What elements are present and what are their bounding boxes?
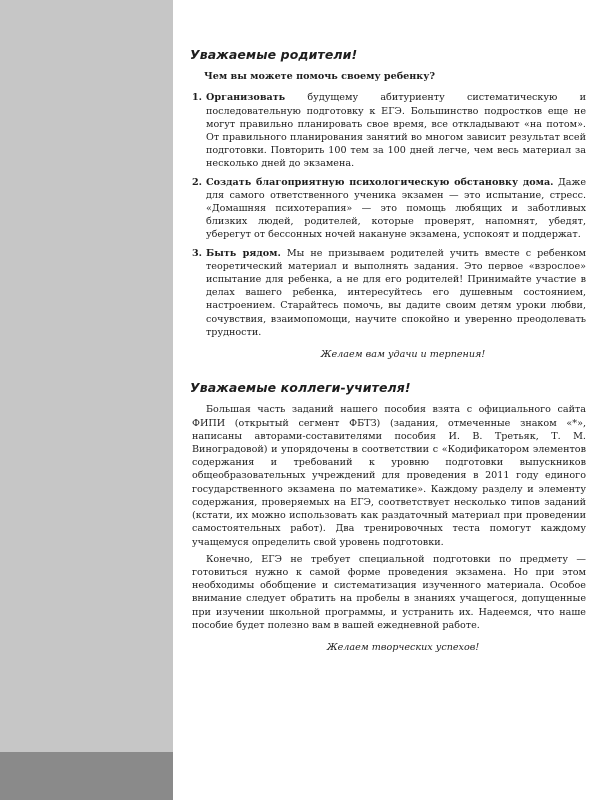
page-content [192, 48, 586, 674]
colleagues-paragraph-1: Большая часть заданий нашего пособия взята с официального сайта ФИПИ (открытый сегмент ФБТЗ) (задания, отмеченные знаком «*», написаны авторами-составителями пособия И. В. Третьяк, Т. М. Виноградовой) и упорядочены в соответствии с «Кодификатором элементов содержания и требований к уровню подготовки выпускников общеобразовательных учреждений для проведения в 2011 году единого государственного экзамена по математике». Каждому разделу и элементу содержания, проверяемых на ЕГЭ, соответствует несколько типов заданий (кстати, их можно использовать как раздаточный материал при проведении самостоятельных работ). Два тренировочных теста помогут каждому учащемуся определить свой уровень подготовки. [192, 404, 586, 548]
advice-number: 3. [192, 247, 203, 259]
parents-heading: Уважаемые родители! [190, 47, 358, 62]
advice-lead: Организовать [206, 92, 286, 104]
advice-text: Даже для самого ответственного ученика экзамен — это испытание, стресс. «Домашняя психотерапия» — это помощь любящих и заботливых близких людей, родителей, которые проверят, напомнят, убедят, уберегут от бессонных ночей накануне экзамена, успокоят и поддержат. [206, 176, 586, 241]
colleagues-heading: Уважаемые коллеги-учителя! [190, 380, 411, 396]
advice-item-3 [192, 247, 586, 339]
advice-lead: Создать благоприятную психологическую обстановку дома. [206, 176, 554, 188]
advice-number: 1. [192, 92, 203, 104]
advice-number: 2. [192, 176, 203, 188]
parents-section [192, 48, 586, 361]
colleagues-paragraph-2: Конечно, ЕГЭ не требует специальной подготовки по предмету — готовиться нужно к самой форме проведения экзамена. Но при этом необходимы обобщение и систематизация изученного материала. Особое внимание следует обратить на пробелы в знаниях учащегося, допущенные при изучении школьной программы, и устранить их. Надеемся, что наше пособие будет полезно вам в вашей ежедневной работе. [192, 553, 586, 631]
advice-text: будущему абитуриенту систематическую и последовательную подготовку к ЕГЭ. Большинство подростков еще не могут правильно планировать свое время, все откладывают «на потом». От правильного планирования занятий во многом зависит результат всей подготовки. Повторить 100 тем за 100 дней легче, чем весь материал за несколько дней до экзамена. [206, 92, 586, 170]
advice-lead: Быть рядом. [206, 247, 281, 259]
colleagues-section [192, 381, 586, 654]
advice-item-2 [192, 176, 586, 242]
colleagues-wish: Желаем творческих успехов! [326, 641, 480, 653]
parents-wish: Желаем вам удачи и терпения! [320, 349, 486, 361]
side-strip-bottom-band [0, 752, 173, 800]
side-strip [0, 0, 173, 800]
parents-question: Чем вы можете помочь своему ребенку? [204, 71, 435, 83]
parents-advice-list [192, 91, 586, 339]
advice-item-1 [192, 91, 586, 170]
advice-text: Мы не призываем родителей учить вместе с ребенком теоретический материал и выполнять задания. Это первое «взрослое» испытание для ребенка, а не для его родителей! Принимайте участие в делах вашего ребенка, интересуйтесь его душевным состоянием, настроением. Старайтесь помочь, вы дадите своим детям уроки любви, сочувствия, взаимопомощи, научите спокойно и уверенно преодолевать трудности. [206, 247, 586, 338]
